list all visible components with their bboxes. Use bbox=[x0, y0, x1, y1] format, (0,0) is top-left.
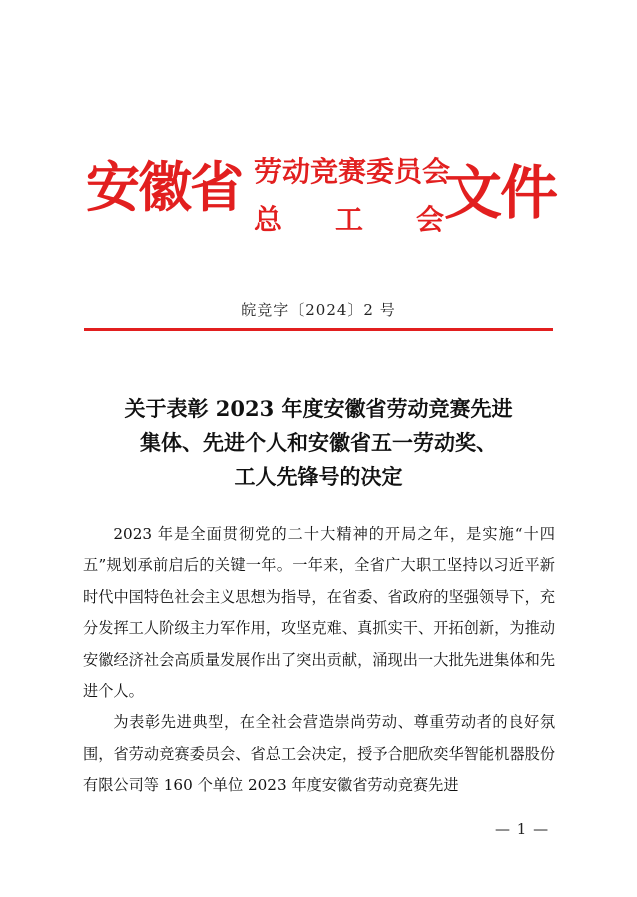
header-document-label: 文件 bbox=[444, 159, 557, 227]
body-paragraph: 为表彰先进典型，在全社会营造崇尚劳动、尊重劳动者的良好氛围，省劳动竞赛委员会、省总工会决定，授予合肥欣奕华智能机器股份有限公司等 160 个单位 2023 年度安徽省劳动竞赛先进 bbox=[83, 713, 555, 795]
title-line: 关于表彰 2023 年度安徽省劳动竞赛先进 bbox=[124, 396, 513, 421]
document-header bbox=[86, 150, 556, 250]
body-paragraph: 2023 年是全面贯彻党的二十大精神的开局之年，是实施“十四五”规划承前启后的关键一年。一年来，全省广大职工坚持以习近平新时代中国特色社会主义思想为指导，在省委、省政府的坚强领导下，充分发挥工人阶级主力军作用，攻坚克难、真抓实干、开拓创新，为推动安徽经济社会高质量发展作出了突出贡献，涌现出一大批先进集体和先进个人。 bbox=[83, 525, 555, 701]
document-number: 皖竞字〔2024〕2 号 bbox=[241, 301, 396, 319]
document-title bbox=[60, 392, 577, 494]
document-body bbox=[83, 519, 555, 802]
header-org-union-char: 总 bbox=[254, 203, 283, 236]
red-divider-line bbox=[84, 328, 553, 331]
header-province: 安徽省 bbox=[86, 155, 242, 219]
header-org-union-char: 会 bbox=[415, 203, 444, 236]
title-line: 工人先锋号的决定 bbox=[234, 464, 403, 489]
page-number: — 1 — bbox=[495, 820, 550, 838]
header-org-union-char: 工 bbox=[334, 203, 363, 236]
header-org-union bbox=[254, 203, 444, 236]
title-line: 集体、先进个人和安徽省五一劳动奖、 bbox=[140, 430, 497, 455]
header-org-committee: 劳动竞赛委员会 bbox=[254, 155, 451, 188]
